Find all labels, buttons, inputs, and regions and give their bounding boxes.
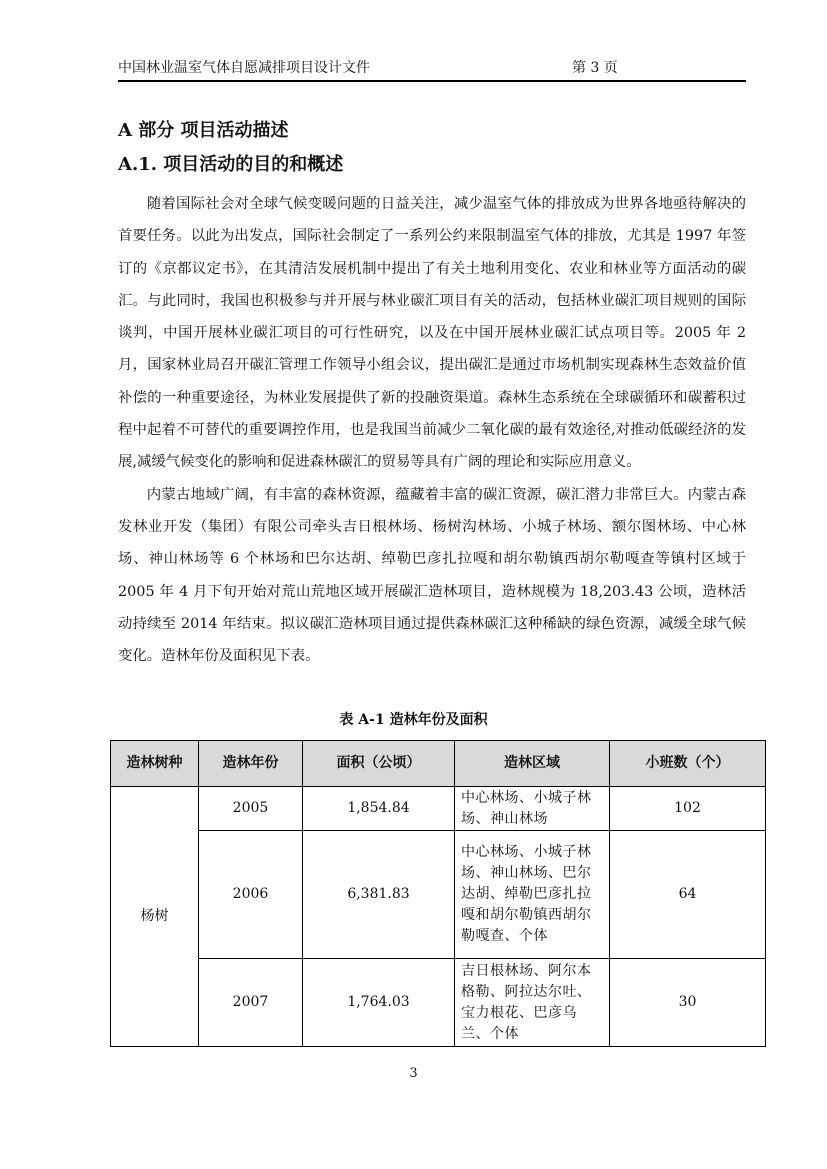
year-cell: 2006 xyxy=(199,831,303,959)
count-cell: 102 xyxy=(610,787,766,831)
area-cell: 1,764.03 xyxy=(303,959,455,1047)
column-header: 造林区域 xyxy=(455,741,610,787)
region-cell: 中心林场、小城子林场、神山林场、巴尔达胡、绰勒巴彦扎拉嘎和胡尔勒镇西胡尔勒嘎查、个体 xyxy=(455,831,610,959)
year-cell: 2005 xyxy=(199,787,303,831)
region-cell: 中心林场、小城子林场、神山林场 xyxy=(455,787,610,831)
table-row xyxy=(111,959,766,1047)
subsection-title: A.1. 项目活动的目的和概述 xyxy=(118,154,344,175)
paragraph: 内蒙古地域广阔，有丰富的森林资源，蕴藏着丰富的碳汇资源，碳汇潜力非常巨大。内蒙古森发林业开发（集团）有限公司牵头吉日根林场、杨树沟林场、小城子林场、额尔图林场、中心林场、神山林场等 6 个林场和巴尔达胡、绰勒巴彦扎拉嘎和胡尔勒镇西胡尔勒嘎查等镇村区域于 2005 年 4 月下旬开始对荒山荒地区域开展碳汇造林项目，造林规模为 18,203.43 公顷，造林活动持续至 2014 年结束。拟议碳汇造林项目通过提供森林碳汇这种稀缺的绿色资源，减缓全球气候变化。造林年份及面积见下表。 xyxy=(118,486,746,665)
column-header: 面积（公顷） xyxy=(303,741,455,787)
table-row xyxy=(111,831,766,959)
table-header-row xyxy=(111,741,766,787)
column-header: 造林年份 xyxy=(199,741,303,787)
column-header: 造林树种 xyxy=(111,741,199,787)
body-text xyxy=(118,188,746,672)
column-header: 小班数（个） xyxy=(610,741,766,787)
area-cell: 6,381.83 xyxy=(303,831,455,959)
page-header xyxy=(118,58,746,82)
document-title: 中国林业温室气体自愿减排项目设计文件 xyxy=(118,60,370,76)
region-cell: 吉日根林场、阿尔本格勒、阿拉达尔吐、宝力根花、巴彦乌兰、个体 xyxy=(455,959,610,1047)
page-label: 第 3 页 xyxy=(572,60,618,76)
table-caption: 表 A-1 造林年份及面积 xyxy=(339,712,488,728)
table-row xyxy=(111,787,766,831)
count-cell: 64 xyxy=(610,831,766,959)
area-cell: 1,854.84 xyxy=(303,787,455,831)
afforestation-table xyxy=(110,740,766,1047)
page-number: 3 xyxy=(409,1066,418,1081)
paragraph: 随着国际社会对全球气候变暖问题的日益关注，减少温室气体的排放成为世界各地亟待解决的首要任务。以此为出发点，国际社会制定了一系列公约来限制温室气体的排放，尤其是 1997 年签订的《京都议定书》，在其清洁发展机制中提出了有关土地利用变化、农业和林业等方面活动的碳汇。与此同时，我国也积极参与并开展与林业碳汇项目有关的活动，包括林业碳汇项目规则的国际谈判，中国开展林业碳汇项目的可行性研究，以及在中国开展林业碳汇试点项目等。2005 年 2 月，国家林业局召开碳汇管理工作领导小组会议，提出碳汇是通过市场机制实现森林生态效益价值补偿的一种重要途径，为林业发展提供了新的投融资渠道。森林生态系统在全球碳循环和碳蓄积过程中起着不可替代的重要调控作用，也是我国当前减少二氧化碳的最有效途径,对推动低碳经济的发展,减缓气候变化的影响和促进森林碳汇的贸易等具有广阔的理论和实际应用意义。 xyxy=(118,196,746,471)
year-cell: 2007 xyxy=(199,959,303,1047)
species-cell: 杨树 xyxy=(111,787,199,1047)
section-title: A 部分 项目活动描述 xyxy=(118,120,289,141)
count-cell: 30 xyxy=(610,959,766,1047)
